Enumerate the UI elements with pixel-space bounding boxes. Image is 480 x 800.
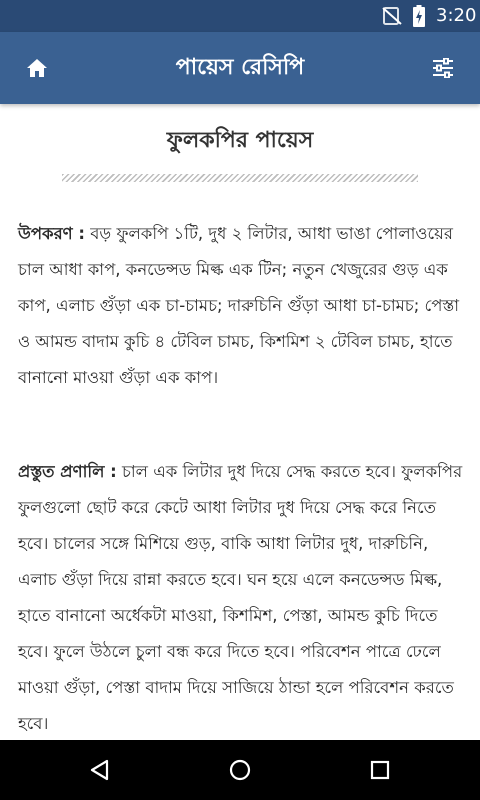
clock: 3:20 bbox=[436, 5, 477, 26]
navigation-bar bbox=[0, 740, 480, 800]
ingredients-text: বড় ফুলকপি ১টি, দুধ ২ লিটার, আধা ভাঙা পোলাওয়ের চাল আধা কাপ, কনডেন্সড মিল্ক এক টিন; নতুন খেজুরের গুড় এক কাপ, এলাচ গুঁড়া এক চা-চামচ; দারুচিনি গুঁড়া আধা চা-চামচ; পেস্তা ও আমন্ড বাদাম কুচি ৪ টেবিল চামচ, কিশমিশ ২ টেবিল চামচ, হাতে বানানো মাওয়া গুঁড়া এক কাপ। bbox=[18, 224, 460, 387]
recent-apps-icon[interactable] bbox=[367, 758, 393, 782]
battery-charging-icon bbox=[413, 5, 425, 27]
recipe-content[interactable] bbox=[0, 104, 480, 740]
ingredients-label: উপকরণ : bbox=[18, 224, 85, 243]
method-label: প্রস্তুত প্রণালি : bbox=[18, 462, 117, 481]
recipe-title: ফুলকপির পায়েস bbox=[166, 128, 314, 153]
status-bar bbox=[0, 0, 480, 32]
settings-icon[interactable] bbox=[432, 58, 454, 78]
app-title: পায়েস রেসিপি bbox=[175, 55, 305, 80]
ingredients-paragraph bbox=[18, 216, 464, 396]
back-icon[interactable] bbox=[87, 758, 113, 782]
method-text: চাল এক লিটার দুধ দিয়ে সেদ্ধ করতে হবে। ফুলকপির ফুলগুলো ছোট করে কেটে আধা লিটার দুধ দিয়ে সেদ্ধ করে নিতে হবে। চালের সঙ্গে মিশিয়ে গুড়, বাকি আধা লিটার দুধ, দারুচিনি, এলাচ গুঁড়া দিয়ে রান্না করতে হবে। ঘন হয়ে এলে কনডেন্সড মিল্ক, হাতে বানানো অর্ধেকটা মাওয়া, কিশমিশ, পেস্তা, আমন্ড কুচি দিতে হবে। ফুলে উঠলে চুলা বন্ধ করে দিতে হবে। পরিবেশন পাত্রে ঢেলে মাওয়া গুঁড়া, পেস্তা বাদাম দিয়ে সাজিয়ে ঠান্ডা হলে পরিবেশন করতে হবে। bbox=[18, 462, 463, 733]
home-circle-icon[interactable] bbox=[227, 758, 253, 782]
hatched-divider bbox=[62, 174, 418, 182]
method-paragraph bbox=[18, 454, 464, 740]
app-bar bbox=[0, 32, 480, 104]
no-sim-signal-icon bbox=[382, 7, 402, 25]
